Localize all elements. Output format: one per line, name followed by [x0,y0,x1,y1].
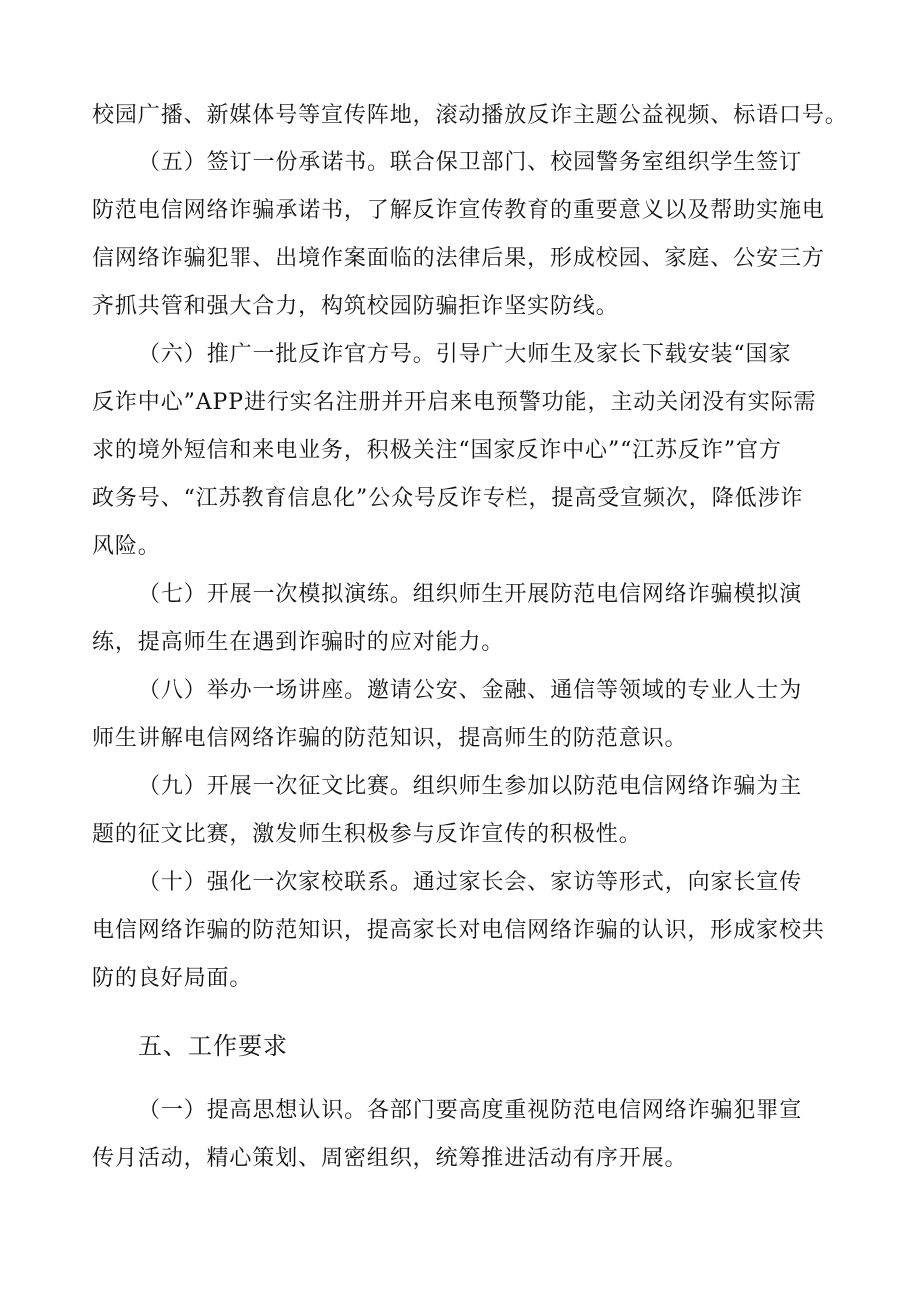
paragraph-10-start: （十）强化一次家校联系。通过家长会、家访等形式，向家长宣传 [138,870,803,895]
paragraph-9-start: （九）开展一次征文比赛。组织师生参加以防范电信网络诈骗为主 [138,774,803,799]
text-line: 传月活动，精心策划、周密组织，统筹推进活动有序开展。 [92,1146,688,1171]
paragraph-7-start: （七）开展一次模拟演练。组织师生开展防范电信网络诈骗模拟演 [138,582,803,607]
text-line: 题的征文比赛，激发师生积极参与反诈宣传的积极性。 [92,822,642,847]
text-line: 政务号、“江苏教育信息化”公众号反诈专栏，提高受宣频次，降低涉诈 [92,486,804,511]
text-line: 信网络诈骗犯罪、出境作案面临的法律后果，形成校园、家庭、公安三方 [92,246,825,271]
text-line: 练，提高师生在遇到诈骗时的应对能力。 [92,630,505,655]
paragraph-5-start: （五）签订一份承诺书。联合保卫部门、校园警务室组织学生签订 [138,150,803,175]
text-line: 防范电信网络诈骗承诺书，了解反诈宣传教育的重要意义以及帮助实施电 [92,198,825,223]
text-line: 校园广播、新媒体号等宣传阵地，滚动播放反诈主题公益视频、标语口号。 [92,103,848,128]
text-line: 风险。 [92,534,161,559]
text-line: 师生讲解电信网络诈骗的防范知识，提高师生的防范意识。 [92,726,688,751]
text-line: 求的境外短信和来电业务，积极关注“国家反诈中心”“江苏反诈”官方 [92,438,782,463]
text-line: 齐抓共管和强大合力，构筑校园防骗拒诈坚实防线。 [92,294,619,319]
section-heading: 五、工作要求 [138,1032,288,1060]
paragraph-8-start: （八）举办一场讲座。邀请公安、金融、通信等领域的专业人士为 [138,678,803,703]
text-line: 电信网络诈骗的防范知识，提高家长对电信网络诈骗的认识，形成家校共 [92,918,825,943]
paragraph-req-1-start: （一）提高思想认识。各部门要高度重视防范电信网络诈骗犯罪宣 [138,1098,803,1123]
text-line: 防的良好局面。 [92,966,253,991]
paragraph-6-start: （六）推广一批反诈官方号。引导广大师生及家长下载安装“国家 [138,342,792,367]
text-line: 反诈中心”APP进行实名注册并开启来电预警功能，主动关闭没有实际需 [92,390,817,415]
